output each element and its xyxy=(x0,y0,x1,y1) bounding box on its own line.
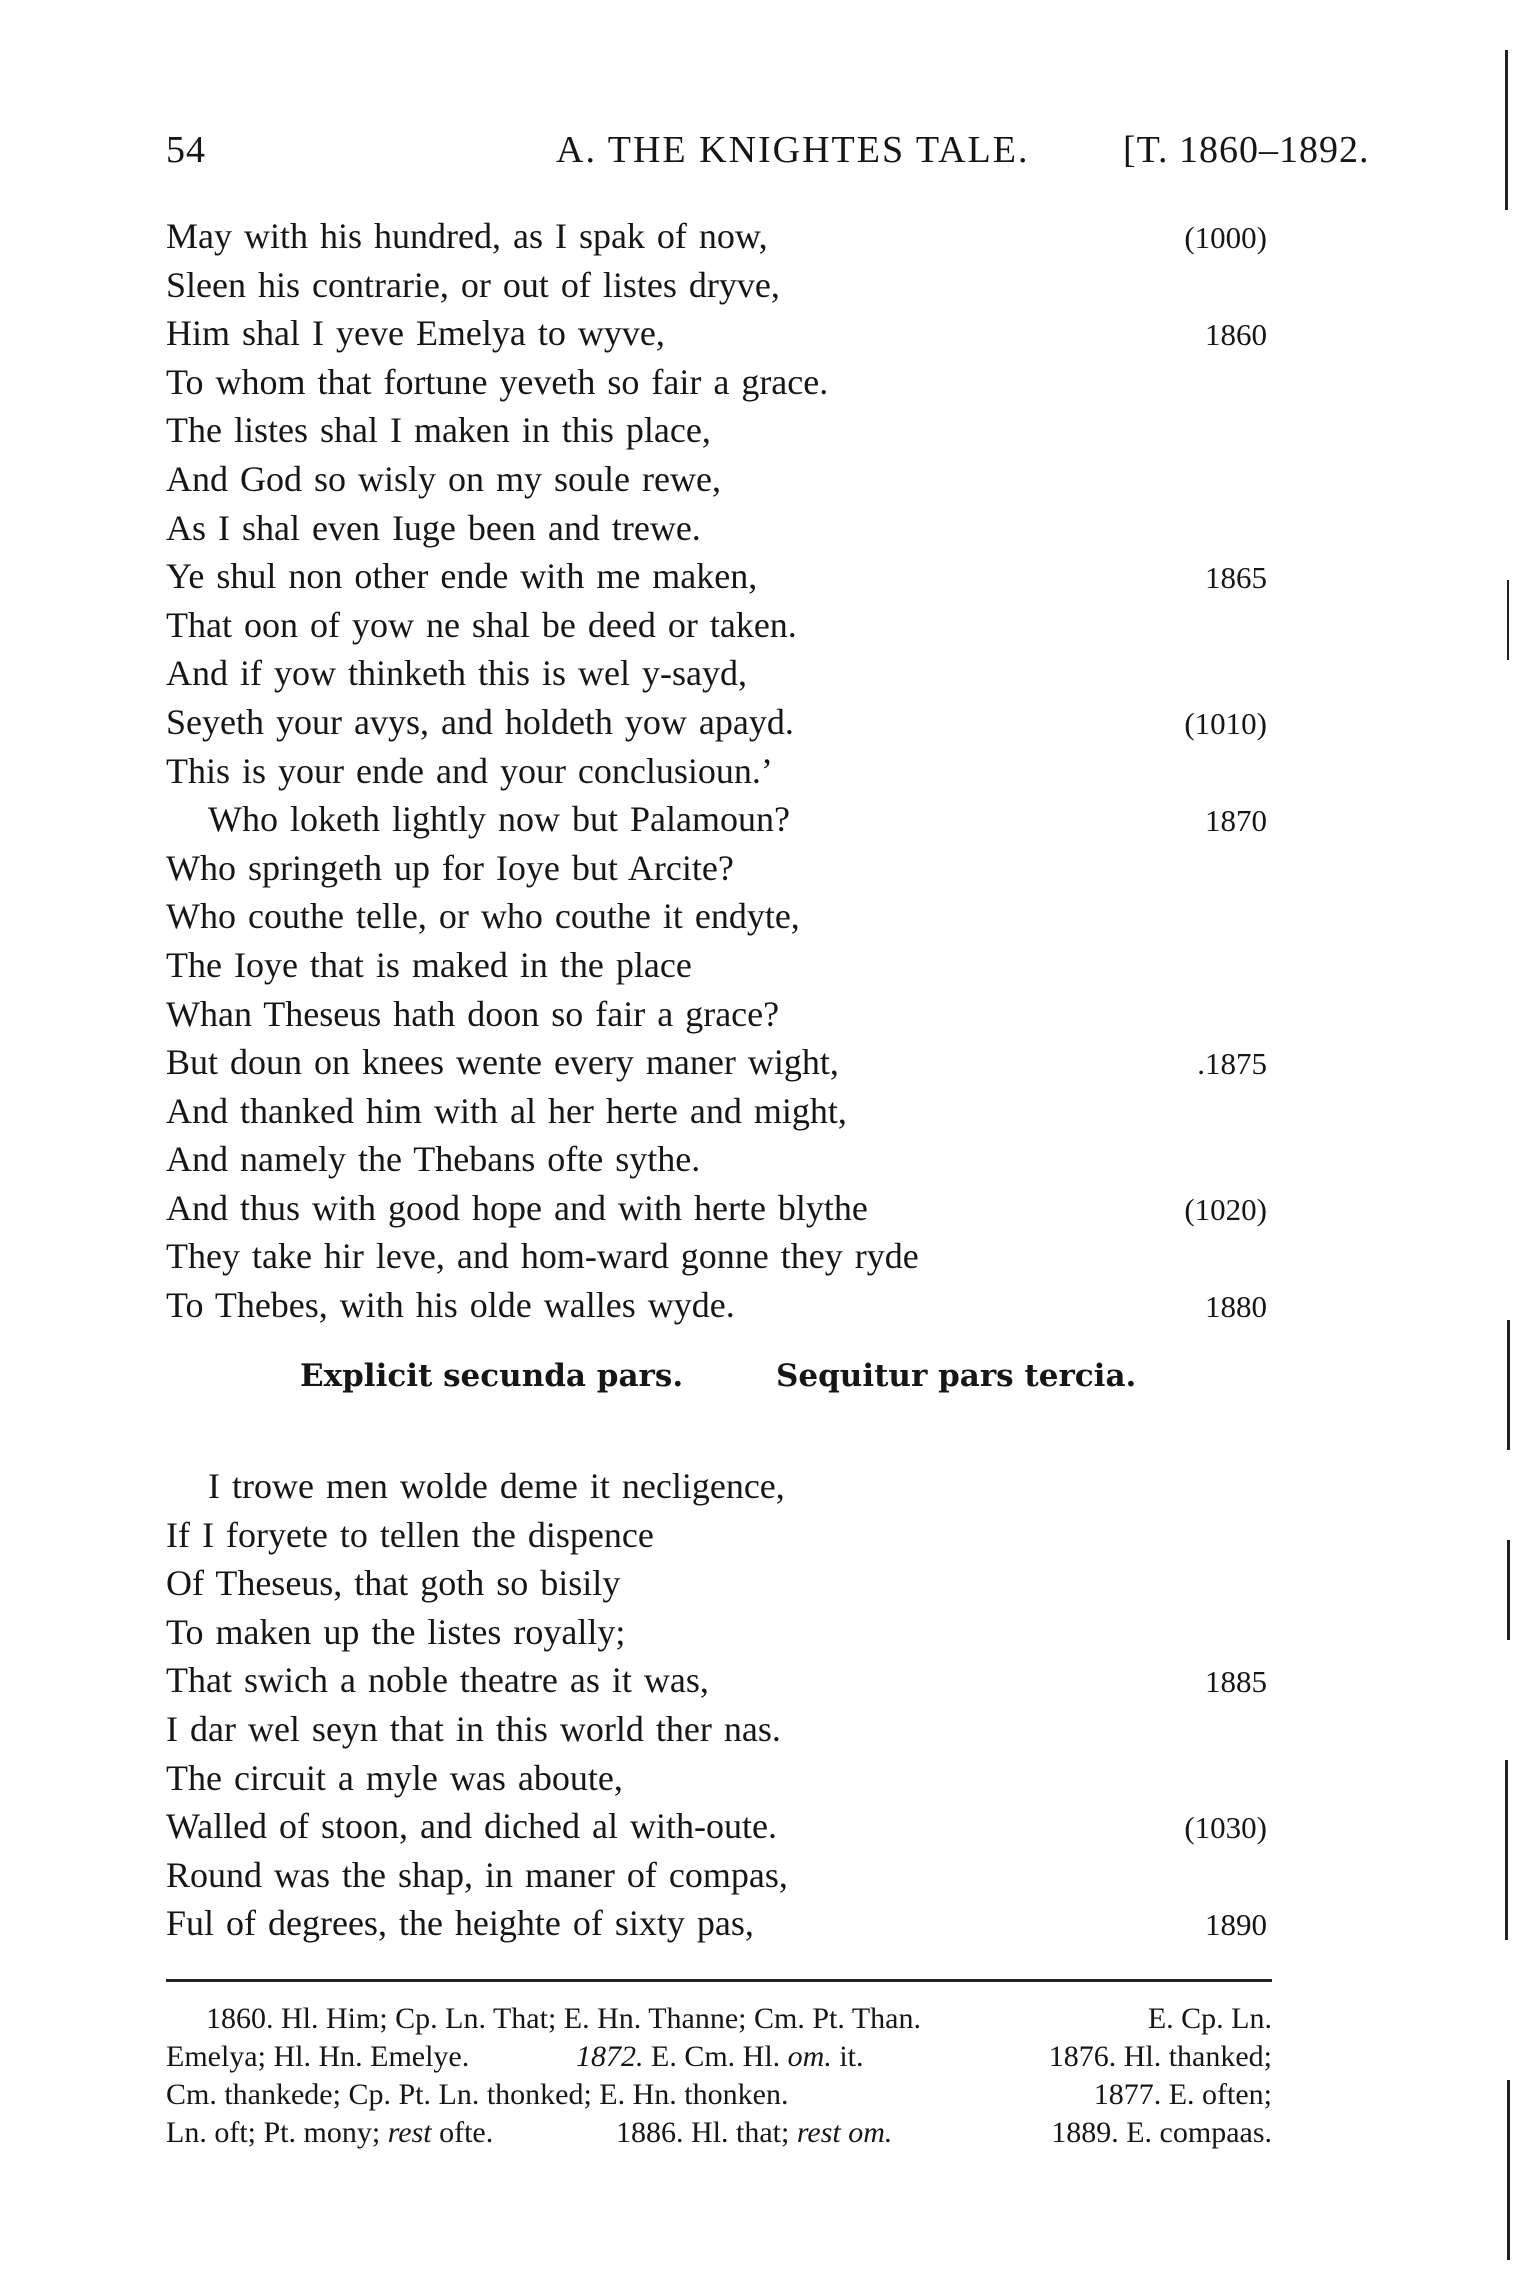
verse-text: That swich a noble theatre as it was, xyxy=(166,1660,709,1701)
verse-text: The listes shal I maken in this place, xyxy=(166,410,711,451)
verse-text: Walled of stoon, and diched al with-oute. xyxy=(166,1806,777,1847)
verse-line xyxy=(166,1802,1266,1851)
verse-text: That oon of yow ne shal be deed or taken. xyxy=(166,604,797,645)
verse-text: Who loketh lightly now but Palamoun? xyxy=(208,799,790,840)
verse-line xyxy=(166,455,1266,504)
verse-text: If I foryete to tellen the dispence xyxy=(166,1514,654,1555)
section-division xyxy=(300,1358,1260,1408)
line-number: 1865 xyxy=(1205,560,1267,596)
verse-line xyxy=(166,844,1266,893)
scan-edge-mark xyxy=(1505,1760,1508,1940)
verse-line xyxy=(166,212,1266,261)
verse-text: To whom that fortune yeveth so fair a grace. xyxy=(166,361,829,402)
footnote-rule xyxy=(166,1979,1272,1982)
footnote-line: Emelya; Hl. Hn. Emelye. 1872. E. Cm. Hl. om. it. 1876. Hl. thanked; xyxy=(166,2040,1272,2073)
verse-line xyxy=(166,990,1266,1039)
verse-line xyxy=(166,261,1266,310)
verse-line xyxy=(166,698,1266,747)
verse-line xyxy=(166,1135,1266,1184)
verse-line xyxy=(166,1899,1266,1948)
verse-text: The circuit a myle was aboute, xyxy=(166,1757,623,1798)
verse-text: Him shal I yeve Emelya to wyve, xyxy=(166,313,665,354)
page-number: 54 xyxy=(166,129,206,171)
verse-text: This is your ende and your conclusioun.’ xyxy=(166,750,773,791)
verse-text: Ful of degrees, the heighte of sixty pas, xyxy=(166,1903,754,1944)
verse-text: To maken up the listes royally; xyxy=(166,1611,626,1652)
verse-text: As I shal even Iuge been and trewe. xyxy=(166,507,701,548)
line-number: (1010) xyxy=(1184,705,1267,741)
verse-line xyxy=(166,1559,1266,1608)
scan-edge-mark xyxy=(1507,1540,1510,1640)
verse-text: Who couthe telle, or who couthe it endyte, xyxy=(166,896,800,937)
verse-line xyxy=(166,1281,1266,1330)
verse-text: Seyeth your avys, and holdeth yow apayd. xyxy=(166,701,794,742)
verse-block-part-three xyxy=(166,1462,1266,1948)
verse-text: And namely the Thebans ofte sythe. xyxy=(166,1139,701,1180)
verse-text: And thus with good hope and with herte blythe xyxy=(166,1187,868,1228)
verse-line xyxy=(166,892,1266,941)
line-number: 1885 xyxy=(1205,1664,1267,1700)
verse-text: To Thebes, with his olde walles wyde. xyxy=(166,1285,735,1326)
verse-text: And if yow thinketh this is wel y-sayd, xyxy=(166,653,747,694)
footnotes xyxy=(166,2000,1272,2152)
verse-line xyxy=(166,1608,1266,1657)
verse-line xyxy=(166,358,1266,407)
verse-line xyxy=(166,1462,1266,1511)
explicit-heading: Explicit secunda pars. xyxy=(300,1358,684,1394)
verse-line xyxy=(166,601,1266,650)
line-number: 1890 xyxy=(1205,1907,1267,1943)
scan-edge-mark xyxy=(1507,580,1509,660)
line-number: 1860 xyxy=(1205,317,1267,353)
verse-text: Whan Theseus hath doon so fair a grace? xyxy=(166,993,780,1034)
verse-text: I dar wel seyn that in this world ther nas. xyxy=(166,1708,781,1749)
verse-text: Of Theseus, that goth so bisily xyxy=(166,1563,621,1604)
line-number: (1000) xyxy=(1184,220,1267,255)
sequitur-heading: Sequitur pars tercia. xyxy=(776,1358,1137,1394)
verse-line xyxy=(166,747,1266,796)
verse-line xyxy=(166,1851,1266,1900)
verse-line xyxy=(166,1511,1266,1560)
verse-line xyxy=(166,795,1266,844)
verse-line xyxy=(166,941,1266,990)
verse-text: Round was the shap, in maner of compas, xyxy=(166,1854,788,1895)
line-number: 1870 xyxy=(1205,803,1267,839)
line-range: [T. 1860–1892. xyxy=(1123,129,1370,171)
verse-text: They take hir leve, and hom-ward gonne they ryde xyxy=(166,1236,919,1277)
footnote-line: Ln. oft; Pt. mony; rest ofte. 1886. Hl. that; rest om. 1889. E. compaas. xyxy=(166,2116,1272,2149)
scan-edge-mark xyxy=(1505,50,1508,210)
verse-text: The Ioye that is maked in the place xyxy=(166,944,692,985)
verse-line xyxy=(166,552,1266,601)
verse-line xyxy=(166,1184,1266,1233)
verse-line xyxy=(166,1754,1266,1803)
verse-line xyxy=(166,406,1266,455)
verse-line xyxy=(166,309,1266,358)
line-number: (1020) xyxy=(1184,1191,1267,1227)
verse-line xyxy=(166,1038,1266,1087)
verse-text: May with his hundred, as I spak of now, xyxy=(166,216,768,256)
verse-line xyxy=(166,1232,1266,1281)
verse-line xyxy=(166,1087,1266,1136)
verse-text: I trowe men wolde deme it necligence, xyxy=(208,1466,785,1506)
verse-line xyxy=(166,1705,1266,1754)
line-number: (1030) xyxy=(1184,1810,1267,1846)
scan-edge-mark xyxy=(1507,1320,1510,1450)
running-title: A. THE KNIGHTES TALE. xyxy=(556,129,1030,171)
line-number: .1875 xyxy=(1197,1046,1267,1082)
verse-text: But doun on knees wente every maner wight, xyxy=(166,1042,839,1083)
scan-edge-mark xyxy=(1507,2080,1510,2260)
footnote-line: Cm. thankede; Cp. Pt. Ln. thonked; E. Hn. thonken. 1877. E. often; xyxy=(166,2078,1272,2111)
verse-text: Sleen his contrarie, or out of listes dryve, xyxy=(166,264,780,305)
verse-line xyxy=(166,1656,1266,1705)
verse-text: And thanked him with al her herte and might, xyxy=(166,1090,847,1131)
footnote-line: 1860. Hl. Him; Cp. Ln. That; E. Hn. Thanne; Cm. Pt. Than. E. Cp. Ln. xyxy=(206,2002,1272,2035)
line-number: 1880 xyxy=(1205,1289,1267,1325)
verse-line xyxy=(166,649,1266,698)
running-header xyxy=(166,128,1370,180)
verse-block-part-two xyxy=(166,212,1266,1330)
verse-line xyxy=(166,504,1266,553)
verse-text: And God so wisly on my soule rewe, xyxy=(166,458,721,499)
verse-text: Who springeth up for Ioye but Arcite? xyxy=(166,847,734,888)
verse-text: Ye shul non other ende with me maken, xyxy=(166,556,758,597)
